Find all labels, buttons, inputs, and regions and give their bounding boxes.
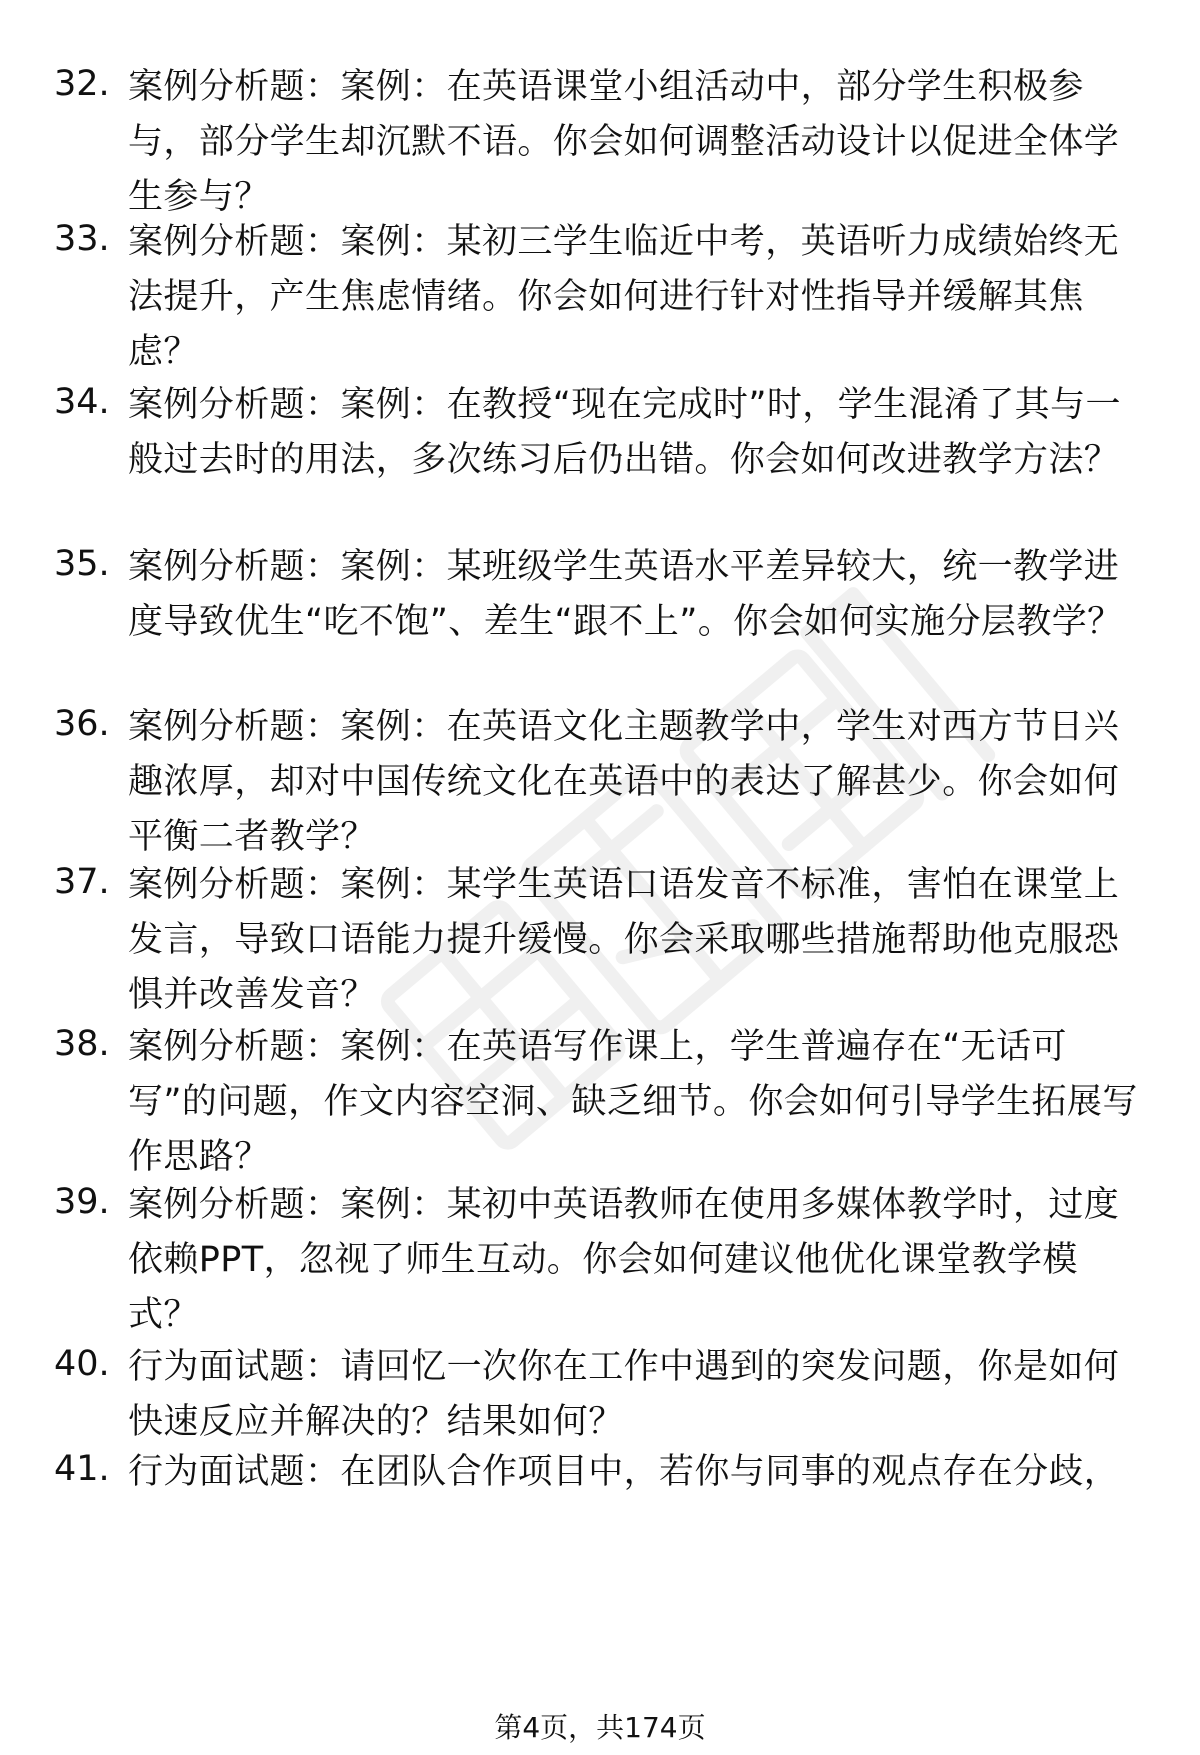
question-text: 案例分析题：案例：某初三学生临近中考，英语听力成绩始终无法提升，产生焦虑情绪。你会如何进行针对性指导并缓解其焦虑？ [128, 222, 1120, 372]
question-number: 39. [54, 1182, 110, 1222]
question-text: 案例分析题：案例：在英语写作课上，学生普遍存在“无话可写”的问题，作文内容空洞、缺乏细节。你会如何引导学生拓展写作思路？ [128, 1027, 1138, 1177]
question-number: 37. [54, 862, 110, 902]
question-number: 33. [54, 219, 110, 259]
question-number: 38. [54, 1024, 110, 1064]
question-text: 行为面试题：在团队合作项目中，若你与同事的观点存在分歧， [128, 1452, 1120, 1492]
question-text: 案例分析题：案例：在英语文化主题教学中，学生对西方节日兴趣浓厚，却对中国传统文化在英语中的表达了解甚少。你会如何平衡二者教学？ [128, 707, 1120, 857]
question-text: 案例分析题：案例：在英语课堂小组活动中，部分学生积极参与，部分学生却沉默不语。你会如何调整活动设计以促进全体学生参与？ [128, 67, 1120, 217]
question-number: 36. [54, 704, 110, 744]
question-number: 40. [54, 1344, 110, 1384]
question-number: 34. [54, 382, 110, 422]
question-number: 32. [54, 64, 110, 104]
question-text: 案例分析题：案例：某班级学生英语水平差异较大，统一教学进度导致优生“吃不饱”、差生“跟不上”。你会如何实施分层教学？ [128, 547, 1123, 642]
question-number: 41. [54, 1449, 110, 1489]
question-text: 行为面试题：请回忆一次你在工作中遇到的突发问题，你是如何快速反应并解决的？结果如何？ [128, 1347, 1120, 1442]
question-number: 35. [54, 544, 110, 584]
question-text: 案例分析题：案例：某初中英语教师在使用多媒体教学时，过度依赖PPT，忽视了师生互动。你会如何建议他优化课堂教学模式？ [128, 1185, 1120, 1335]
page-number-footer: 第4页，共174页 [494, 1711, 706, 1744]
question-text: 案例分析题：案例：在教授“现在完成时”时，学生混淆了其与一般过去时的用法，多次练习后仍出错。你会如何改进教学方法？ [128, 385, 1121, 480]
question-text: 案例分析题：案例：某学生英语口语发音不标准，害怕在课堂上发言，导致口语能力提升缓慢。你会采取哪些措施帮助他克服恐惧并改善发音？ [128, 865, 1120, 1015]
